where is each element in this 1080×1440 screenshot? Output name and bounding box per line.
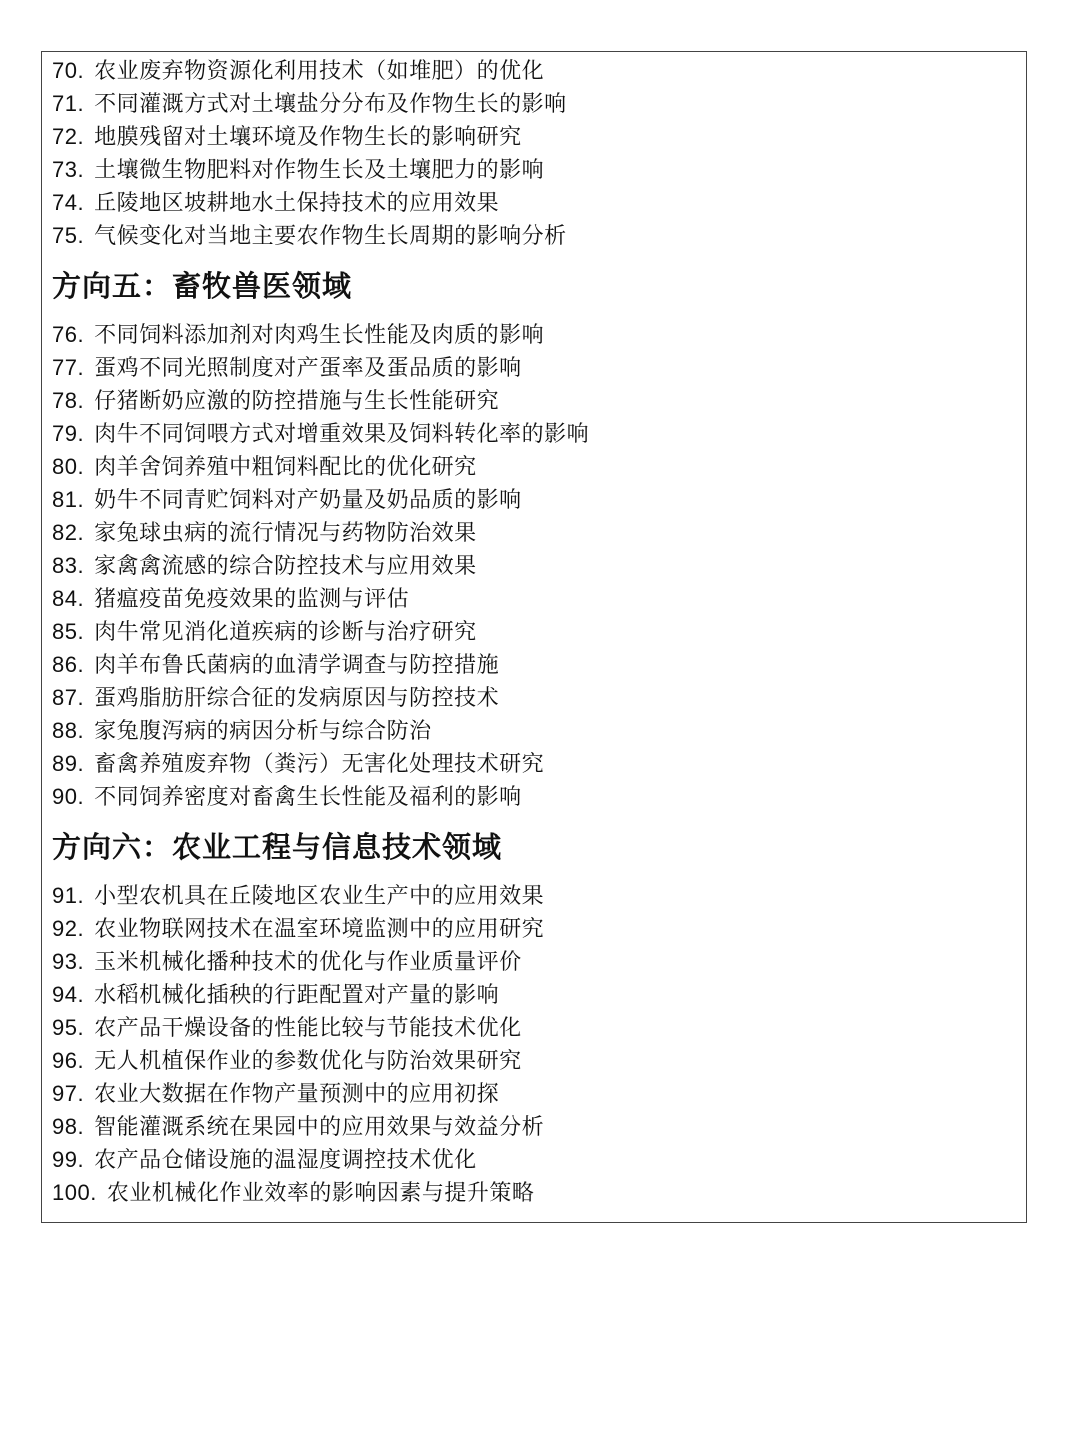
item-text: 蛋鸡不同光照制度对产蛋率及蛋品质的影响 [94, 356, 522, 381]
section-heading-engineering: 方向六：农业工程与信息技术领域 [52, 830, 503, 864]
item-text: 家禽禽流感的综合防控技术与应用效果 [94, 554, 477, 579]
item-number: 81. [52, 487, 85, 512]
item-text: 农业物联网技术在温室环境监测中的应用研究 [94, 917, 545, 942]
item-text: 丘陵地区坡耕地水土保持技术的应用效果 [94, 191, 500, 216]
list-item [52, 87, 1012, 120]
list-item [52, 681, 1012, 714]
topic-list [52, 54, 1012, 1209]
list-item [52, 318, 1012, 351]
list-item [52, 1044, 1012, 1077]
item-number: 86. [52, 652, 85, 677]
list-item [52, 1011, 1012, 1044]
list-item [52, 351, 1012, 384]
list-item [52, 417, 1012, 450]
list-item [52, 153, 1012, 186]
item-text: 无人机植保作业的参数优化与防治效果研究 [94, 1049, 522, 1074]
item-text: 智能灌溉系统在果园中的应用效果与效益分析 [94, 1115, 545, 1140]
item-text: 畜禽养殖废弃物（粪污）无害化处理技术研究 [94, 752, 545, 777]
list-item [52, 219, 1012, 252]
item-text: 农业废弃物资源化利用技术（如堆肥）的优化 [94, 59, 545, 84]
item-number: 93. [52, 949, 85, 974]
list-item [52, 54, 1012, 87]
item-number: 83. [52, 553, 85, 578]
item-text: 地膜残留对土壤环境及作物生长的影响研究 [94, 125, 522, 150]
item-number: 97. [52, 1081, 85, 1106]
item-text: 奶牛不同青贮饲料对产奶量及奶品质的影响 [94, 488, 522, 513]
item-number: 91. [52, 883, 85, 908]
item-number: 70. [52, 58, 85, 83]
item-text: 猪瘟疫苗免疫效果的监测与评估 [94, 587, 410, 612]
item-text: 气候变化对当地主要农作物生长周期的影响分析 [94, 224, 567, 249]
item-text: 仔猪断奶应激的防控措施与生长性能研究 [94, 389, 500, 414]
item-text: 土壤微生物肥料对作物生长及土壤肥力的影响 [94, 158, 545, 183]
item-number: 99. [52, 1147, 85, 1172]
item-text: 家兔腹泻病的病因分析与综合防治 [94, 719, 432, 744]
item-text: 不同灌溉方式对土壤盐分分布及作物生长的影响 [94, 92, 567, 117]
list-item [52, 747, 1012, 780]
list-item [52, 450, 1012, 483]
item-text: 蛋鸡脂肪肝综合征的发病原因与防控技术 [94, 686, 500, 711]
list-item [52, 1176, 1012, 1209]
list-item [52, 1077, 1012, 1110]
item-number: 77. [52, 355, 85, 380]
list-item [52, 1110, 1012, 1143]
section-livestock-list [52, 318, 1012, 813]
list-item [52, 120, 1012, 153]
item-number: 82. [52, 520, 85, 545]
list-top [52, 54, 1012, 252]
item-number: 74. [52, 190, 85, 215]
list-item [52, 648, 1012, 681]
item-number: 79. [52, 421, 85, 446]
item-number: 88. [52, 718, 85, 743]
list-item [52, 978, 1012, 1011]
section-heading-livestock: 方向五：畜牧兽医领域 [52, 269, 353, 303]
item-text: 肉牛不同饲喂方式对增重效果及饲料转化率的影响 [94, 422, 590, 447]
list-item [52, 384, 1012, 417]
item-text: 农业大数据在作物产量预测中的应用初探 [94, 1082, 500, 1107]
list-item [52, 549, 1012, 582]
list-item [52, 483, 1012, 516]
item-number: 78. [52, 388, 85, 413]
item-number: 92. [52, 916, 85, 941]
item-number: 98. [52, 1114, 85, 1139]
item-number: 100. [52, 1180, 97, 1205]
item-text: 肉羊布鲁氏菌病的血清学调查与防控措施 [94, 653, 500, 678]
item-number: 89. [52, 751, 85, 776]
item-number: 94. [52, 982, 85, 1007]
list-item [52, 516, 1012, 549]
list-item [52, 945, 1012, 978]
item-number: 84. [52, 586, 85, 611]
item-text: 肉牛常见消化道疾病的诊断与治疗研究 [94, 620, 477, 645]
list-item [52, 186, 1012, 219]
list-item [52, 582, 1012, 615]
item-text: 肉羊舍饲养殖中粗饲料配比的优化研究 [94, 455, 477, 480]
item-text: 水稻机械化插秧的行距配置对产量的影响 [94, 983, 500, 1008]
section-engineering-list [52, 879, 1012, 1209]
item-text: 不同饲养密度对畜禽生长性能及福利的影响 [94, 785, 522, 810]
item-number: 75. [52, 223, 85, 248]
item-text: 农产品干燥设备的性能比较与节能技术优化 [94, 1016, 522, 1041]
item-number: 73. [52, 157, 85, 182]
list-item [52, 879, 1012, 912]
item-text: 小型农机具在丘陵地区农业生产中的应用效果 [94, 884, 545, 909]
item-number: 95. [52, 1015, 85, 1040]
item-number: 87. [52, 685, 85, 710]
list-item [52, 780, 1012, 813]
item-number: 72. [52, 124, 85, 149]
list-item [52, 615, 1012, 648]
item-number: 76. [52, 322, 85, 347]
list-item [52, 912, 1012, 945]
item-text: 农产品仓储设施的温湿度调控技术优化 [94, 1148, 477, 1173]
item-number: 96. [52, 1048, 85, 1073]
item-text: 家兔球虫病的流行情况与药物防治效果 [94, 521, 477, 546]
item-number: 85. [52, 619, 85, 644]
list-item [52, 714, 1012, 747]
item-text: 农业机械化作业效率的影响因素与提升策略 [106, 1181, 535, 1206]
item-text: 不同饲料添加剂对肉鸡生长性能及肉质的影响 [94, 323, 545, 348]
item-number: 80. [52, 454, 85, 479]
item-text: 玉米机械化播种技术的优化与作业质量评价 [94, 950, 522, 975]
item-number: 71. [52, 91, 85, 116]
item-number: 90. [52, 784, 85, 809]
list-item [52, 1143, 1012, 1176]
